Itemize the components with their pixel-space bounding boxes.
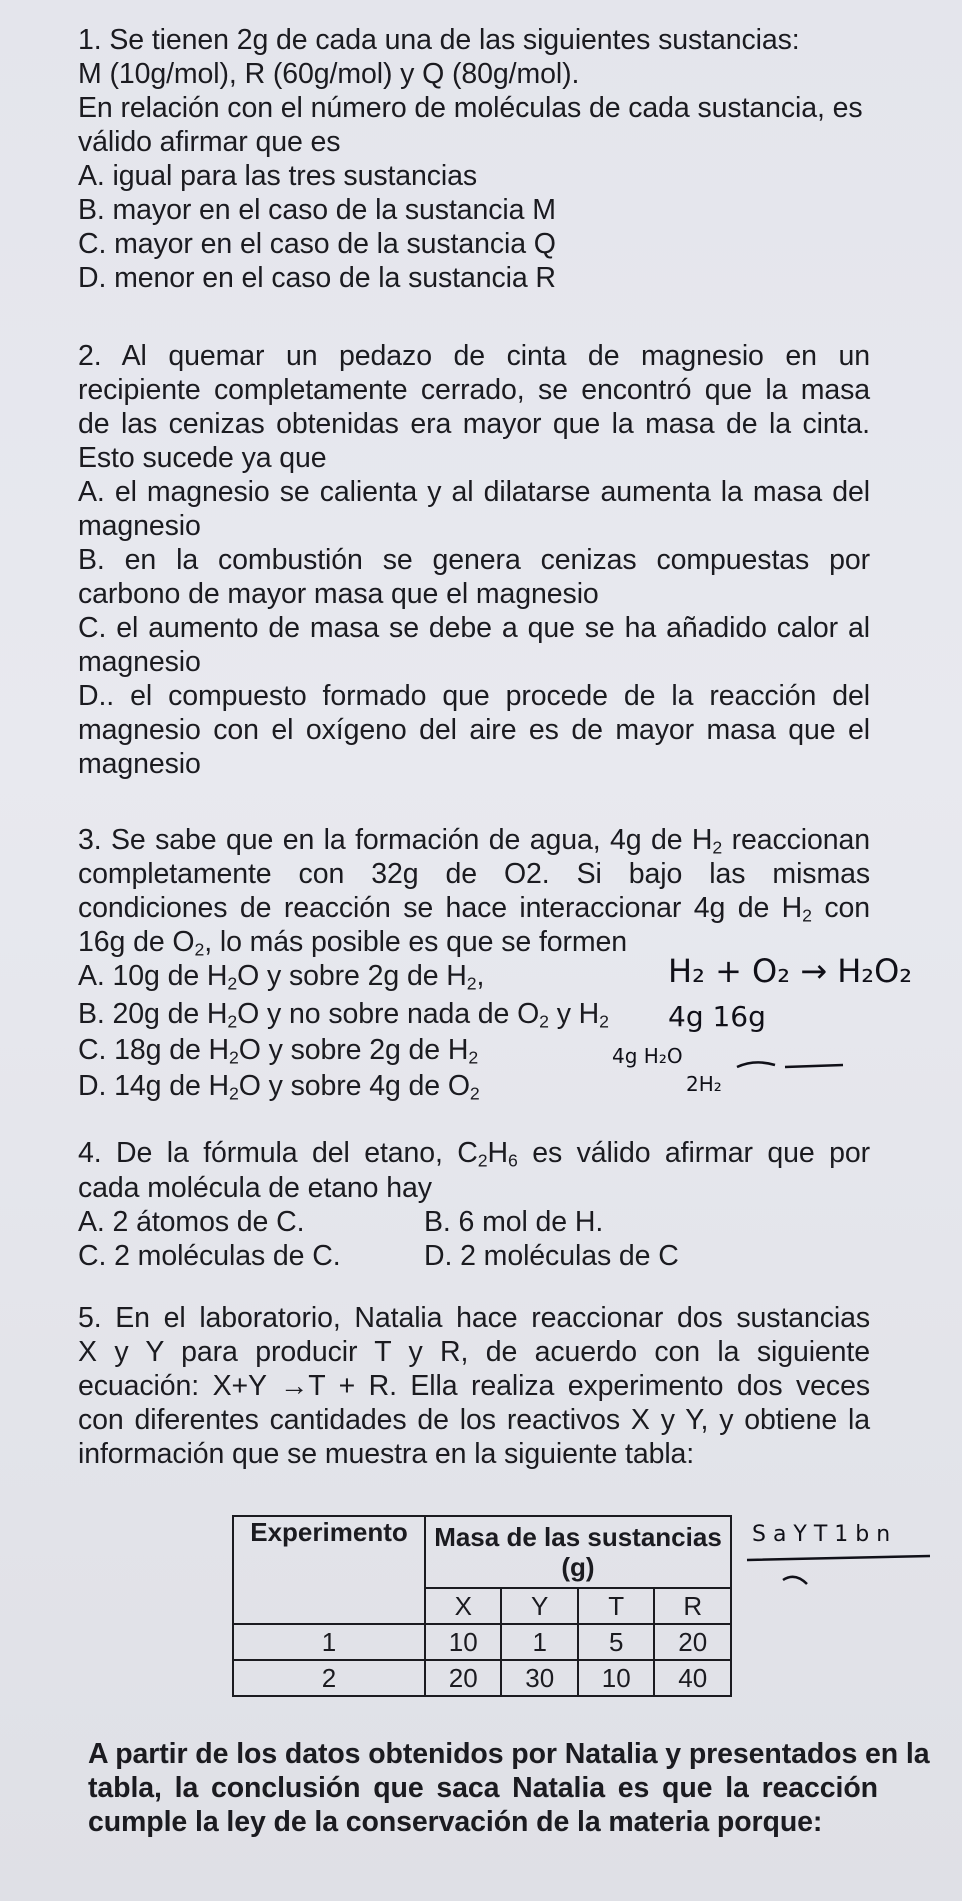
handwritten-masses: 4g 16g (668, 1000, 766, 1033)
q1-line-2: M (10g/mol), R (60g/mol) y Q (80g/mol). (78, 58, 580, 90)
q3-line-3: condiciones de reacción se hace interaccionar 4g de $H_2$ con (78, 892, 870, 926)
q4-option-a: A. 2 átomos de C. (78, 1206, 305, 1238)
table-cell: 40 (654, 1660, 731, 1696)
table-header-mass: Masa de las sustancias (g) (425, 1516, 731, 1588)
q3-option-b: B. 20g de $H_2O$ y no sobre nada de $O_2$ y $H_2$ (78, 998, 609, 1032)
q5-line-4: con diferentes cantidades de los reactivos X y Y, y obtiene la (78, 1404, 870, 1436)
q3-line-4: 16g de $O_2$, lo más posible es que se formen (78, 926, 628, 960)
table-cell: 10 (425, 1624, 501, 1660)
q3-option-c: C. 18g de $H_2O$ y sobre 2g de $H_2$ (78, 1034, 479, 1068)
q1-option-a: A. igual para las tres sustancias (78, 160, 478, 192)
q2-line-1: 2. Al quemar un pedazo de cinta de magnesio en un (78, 340, 870, 372)
q2-line-4: Esto sucede ya que (78, 442, 327, 474)
q2-option-b-line-2: carbono de mayor masa que el magnesio (78, 578, 599, 610)
handwritten-scribble (735, 1055, 845, 1075)
q2-option-b-line-1: B. en la combustión se genera cenizas compuestas por (78, 544, 870, 576)
handwritten-equation: H₂ + O₂ → H₂O₂ (668, 952, 913, 990)
handwritten-note-1: 4g H₂O (612, 1044, 683, 1068)
table-cell-exp: 2 (233, 1660, 425, 1696)
q1-line-3: En relación con el número de moléculas de cada sustancia, es (78, 92, 863, 124)
q1-line-4: válido afirmar que es (78, 126, 341, 158)
q2-line-3: de las cenizas obtenidas era mayor que la masa de la cinta. (78, 408, 870, 440)
table-header-experiment: Experimento (233, 1516, 425, 1624)
q2-option-c-line-2: magnesio (78, 646, 201, 678)
handwritten-side-note: S a Y T 1 b n (752, 1522, 891, 1547)
q5-line-2: X y Y para producir T y R, de acuerdo con la siguiente (78, 1336, 870, 1368)
q2-option-a-line-1: A. el magnesio se calienta y al dilatarse aumenta la masa del (78, 476, 870, 508)
q5-line-5: información que se muestra en la siguiente tabla: (78, 1438, 695, 1470)
q2-option-d-line-3: magnesio (78, 748, 201, 780)
q2-option-d-line-2: magnesio con el oxígeno del aire es de mayor masa que el (78, 714, 870, 746)
q5-line-1: 5. En el laboratorio, Natalia hace reaccionar dos sustancias (78, 1302, 870, 1334)
table-cell: 20 (425, 1660, 501, 1696)
q3-option-a: A. 10g de $H_2O$ y sobre 2g de $H_2$, (78, 960, 485, 994)
q4-option-c: C. 2 moléculas de C. (78, 1240, 341, 1272)
experiment-table (232, 1515, 732, 1697)
q5-conclusion-line-2: tabla, la conclusión que saca Natalia es que la reacción (88, 1772, 878, 1804)
q2-option-a-line-2: magnesio (78, 510, 201, 542)
table-cell-exp: 1 (233, 1624, 425, 1660)
q1-option-b: B. mayor en el caso de la sustancia M (78, 194, 556, 226)
q1-line-1: 1. Se tienen 2g de cada una de las siguientes sustancias: (78, 24, 800, 56)
table-col-r: R (654, 1588, 731, 1624)
table-col-y: Y (501, 1588, 577, 1624)
q2-option-d-line-1: D.. el compuesto formado que procede de la reacción del (78, 680, 870, 712)
q1-option-c: C. mayor en el caso de la sustancia Q (78, 228, 556, 260)
q3-line-1: 3. Se sabe que en la formación de agua, 4g de $H_2$ reaccionan (78, 824, 871, 858)
table-col-t: T (578, 1588, 654, 1624)
q1-option-d: D. menor en el caso de la sustancia R (78, 262, 556, 294)
q3-option-d: D. 14g de $H_2O$ y sobre 4g de $O_2$ (78, 1070, 480, 1104)
q5-line-3: ecuación: X+Y →T + R. Ella realiza experimento dos veces (78, 1370, 870, 1402)
table-cell: 5 (578, 1624, 654, 1660)
q5-conclusion-line-3: cumple la ley de la conservación de la materia porque: (88, 1806, 823, 1838)
q4-option-d: D. 2 moléculas de C (424, 1240, 679, 1272)
table-cell: 20 (654, 1624, 731, 1660)
handwritten-underline (745, 1550, 935, 1600)
table-row (233, 1660, 731, 1696)
q2-option-c-line-1: C. el aumento de masa se debe a que se ha añadido calor al (78, 612, 870, 644)
q2-line-2: recipiente completamente cerrado, se encontró que la masa (78, 374, 870, 406)
table-col-x: X (425, 1588, 501, 1624)
handwritten-note-2: 2H₂ (686, 1072, 722, 1096)
q3-line-2: completamente con 32g de O2. Si bajo las mismas (78, 858, 870, 890)
q4-line-2: cada molécula de etano hay (78, 1172, 432, 1204)
q4-option-b: B. 6 mol de H. (424, 1206, 604, 1238)
table-cell: 1 (501, 1624, 577, 1660)
q5-conclusion-line-1: A partir de los datos obtenidos por Natalia y presentados en la (88, 1738, 930, 1770)
q4-line-1: 4. De la fórmula del etano, $C_2H_6$ es válido afirmar que por (78, 1137, 870, 1171)
table-cell: 30 (501, 1660, 577, 1696)
table-cell: 10 (578, 1660, 654, 1696)
table-row (233, 1624, 731, 1660)
